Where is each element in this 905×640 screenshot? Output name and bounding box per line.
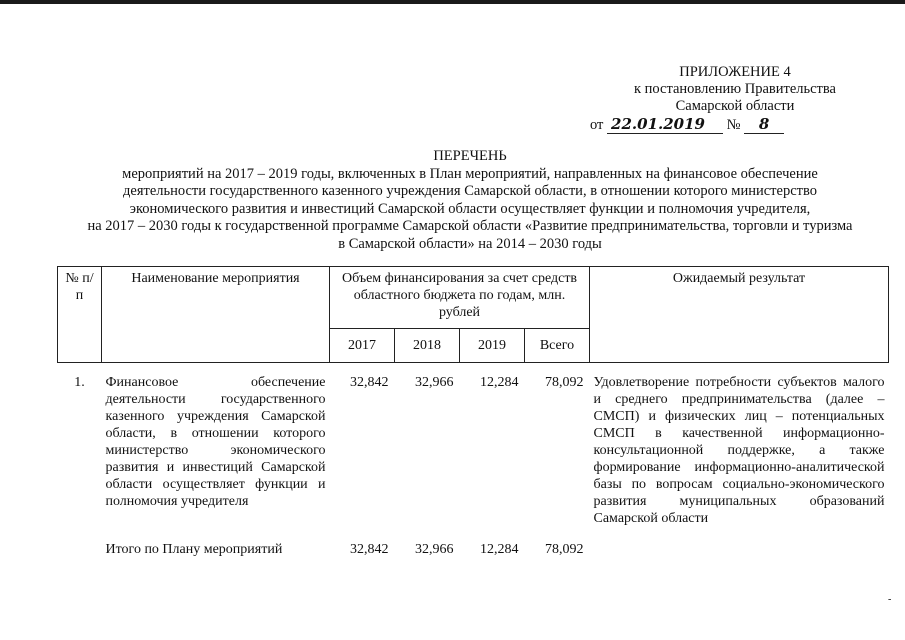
header-total: Всего (525, 329, 590, 363)
page-mark: - (888, 594, 892, 605)
header-2017: 2017 (330, 329, 395, 363)
appendix-block (590, 64, 880, 134)
handwritten-date: 22.01.2019 (607, 116, 723, 134)
table-row (58, 363, 889, 531)
heading-line4: на 2017 – 2030 годы к государственной программе Самарской области «Развитие предпринимательства, торговли и туризма (87, 218, 853, 234)
total-2017: 32,842 (350, 542, 389, 557)
number-prefix: № (726, 117, 741, 133)
heading-title: ПЕРЕЧЕНЬ (433, 148, 507, 164)
row-2018: 32,966 (415, 375, 454, 390)
date-prefix: от (590, 117, 604, 133)
header-name: Наименование мероприятия (102, 267, 330, 363)
heading-line3: экономического развития и инвестиций Самарской области осуществляет функции и полномочия учредителя, (129, 200, 811, 217)
total-2019: 12,284 (480, 542, 519, 557)
total-2018: 32,966 (415, 542, 454, 557)
total-row (58, 530, 889, 561)
header-2019: 2019 (460, 329, 525, 363)
appendix-date-line (590, 116, 880, 134)
row-name: Финансовое обеспечение деятельности государственного казенного учреждения Самарской области, в отношении которого министерство экономического развития и инвестиций Самарской области осуществляет функции и полномочия учредителя (105, 375, 326, 509)
handwritten-number: 8 (744, 116, 784, 134)
appendix-line2: Самарской области (675, 98, 795, 114)
row-2017: 32,842 (350, 375, 389, 390)
top-border-line (0, 0, 905, 4)
row-num: 1. (74, 375, 85, 390)
total-label: Итого по Плану мероприятий (105, 542, 283, 557)
appendix-title: ПРИЛОЖЕНИЕ 4 (679, 64, 791, 80)
heading-line1: мероприятий на 2017 – 2019 годы, включенных в План мероприятий, направленных на финансовое обеспечение (122, 165, 818, 182)
row-result: Удовлетворение потребности субъектов малого и среднего предпринимательства (далее – СМСП) и физических лиц – потенциальных СМСП в качественной информационно-консультационной поддержке, а также формирование информационно-аналитической базы по вопросам социально-экономического развития муниципальных образований Самарской области (593, 375, 885, 526)
heading-line2: деятельности государственного казенного учреждения Самарской области, в отношении которого министерство (123, 183, 817, 199)
header-funding: Объем финансирования за счет средств областного бюджета по годам, млн. рублей (330, 267, 590, 329)
row-total: 78,092 (545, 375, 584, 390)
heading-line5: в Самарской области» на 2014 – 2030 годы (338, 235, 602, 252)
total-total: 78,092 (545, 542, 584, 557)
appendix-line1: к постановлению Правительства (634, 81, 836, 97)
header-num: № п/п (58, 267, 102, 363)
document-heading (40, 148, 900, 253)
row-2019: 12,284 (480, 375, 519, 390)
header-result: Ожидаемый результат (590, 267, 889, 363)
header-2018: 2018 (395, 329, 460, 363)
measures-table (57, 266, 889, 561)
